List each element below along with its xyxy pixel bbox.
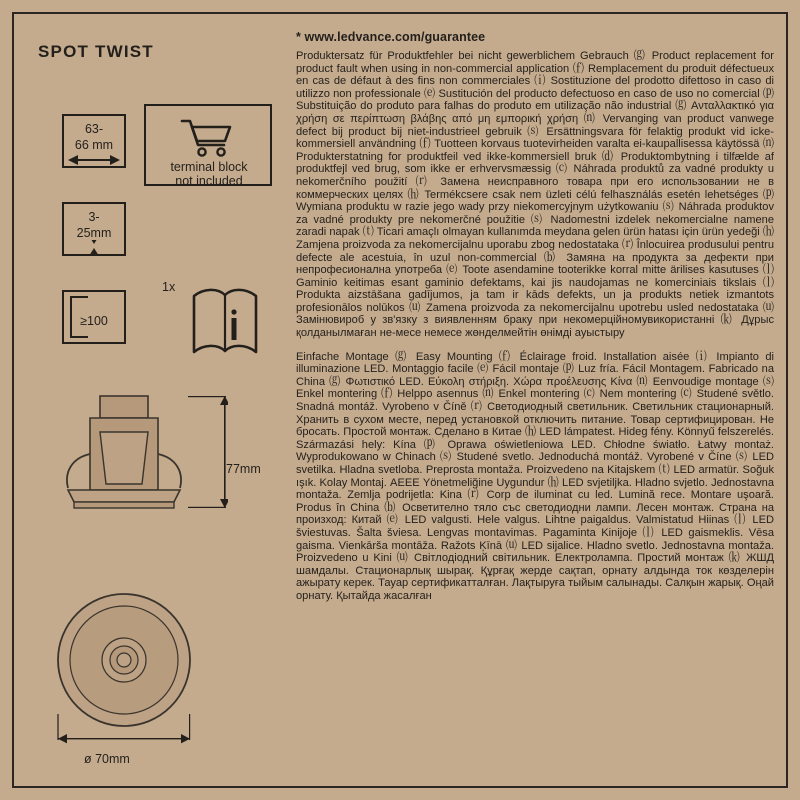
guarantee-url: * www.ledvance.com/guarantee — [296, 30, 486, 44]
shopping-cart-icon — [180, 118, 236, 158]
terminal-block-note — [150, 160, 268, 188]
depth-bracket-icon — [62, 290, 126, 344]
product-bottom-view-drawing — [48, 588, 224, 748]
terminal-block-note-line1: terminal block — [170, 160, 248, 174]
cutout-diameter-label-line1: 63- — [84, 122, 104, 136]
product-side-view-drawing — [38, 392, 228, 567]
thickness-arrows-icon — [76, 240, 112, 256]
diameter-dimension-label: ø 70mm — [84, 752, 130, 766]
product-features-text: Einfache Montage ⒢ Easy Mounting ⒡ Éclairage froid. Installation aisée ⒤ Impianto di illuminazione LED. Montaggio facile ⒠ Fácil montaje ⒫ Luz fría. Fácil Montagem. Fabricado na China ⒢ Φωτιστικό LED. Εύκολη στήριξη. Χώρα προέλευσης Κίνα ⒩ Eenvoudige montage ⒮ Enkel montering ⒡ Helppo asennus ⒩ Enkel montering ⒞ Nem montering ⒞ Studené světlo. Snadná montáž. Vyrobeno v Číně ⒭ Светодиодный светильник. Светильник стационарный. Хранить в сухом месте, перед установкой отключить питание. Товар сертифицирован. Не бросать. Простой монтаж. Сделано в Китае ⒣ LED lámpatest. Hideg fény. Könnyű felszerelés. Származási hely: Kína ⒫ Oprawa oświetleniowa LED. Chłodne światło. Łatwy montaż. Wyprodukowano w Chinach ⒮ Studené svetlo. Jednoduchá montáž. Vyrobené v Číne ⒮ LED svetilka. Hladna svetloba. Preprosta montaža. Proizvedeno na Kitajskem ⒯ LED armatür. Soğuk ışık. Kolay Montaj. ΑΕΕΕ Yönetmeliğine Uygundur ⒣ LED svjetiljka. Hladno svjetlo. Jednostavna montaža. Zemlja podrijetla: Kina ⒭ Corp de iluminat cu led. Lumină rece. Montare uşoară. Produs în China ⒝ Осветително тяло със светодиодни лампи. Лесен монтаж. Страна на произход: Китай ⒠ LED valgusti. Hele valgus. Lihtne paigaldus. Valmistatud Hiinas ⒧ LED šviestuvas. Šalta šviesa. Lengvas montavimas. Pagaminta Kinijoje ⒧ LED gaismeklis. Vēsa gaisma. Vienkārša montāža. Ražots Ķīnā ⒰ LED sijalice. Hladno svetlo. Jednostavna montaža. Proizvedeno u Kini ⒰ Світлодіодний світильник. Електролампа. Простий монтаж ⒦ ЖШД шамдалы. Стационарлық шырақ. Құрғақ жерде сақтап, орнату алдында ток көзделерін ажырату керек. Тауар сертификатталған. Лақтыруға тыйым салынады. Салқын жарық. Оңай орнату. Қытайда жасалған — [296, 350, 774, 602]
terminal-block-note-line2: not included — [175, 174, 243, 188]
height-dimension-label: 77mm — [226, 462, 261, 476]
left-column — [22, 22, 282, 766]
replacement-policy-text: Produktersatz für Produktfehler bei nicht gewerblichem Gebrauch ⒢ Product replacement for product fault when using in non-commercial application ⒡ Remplacement du produit défectueux en cas de défaut à des fins non commerciales ⒤ Sostituzione del prodotto difettoso in caso di utilizzo non professionale ⒠ Sustitución del producto defectuoso en caso de uso no comercial ⒫ Substituição do produto para falhas do produto em utilização não industrial ⒢ Ανταλλακτικό για χρήση σε περίπτωση βλάβης από μη εμπορική χρήση ⒩ Vervanging van product vanwege defect bij product bij niet-industrieel gebruik ⒮ Ersättningsvara för felaktig produkt vid icke-kommersiell användning ⒡ Tuotteen korvaus tuotevirheiden varalta ei-kaupallisessa käytössä ⒩ Produkterstatning for produktfeil ved ikke-kommersiell bruk ⒟ Produktombytning i tilfælde af produktfejl ved brug, som ikke er erhvervsmæssig ⒞ Náhrada produktů za vadné produkty u nekomerčního použití ⒭ Замена неисправного товара при его использовании не в коммерческих целях ⒣ Termékcsere csak nem üzleti célú felhasználás esetén lehetséges ⒫ Wymiana produktu w razie jego wady przy niekomercyjnym użytkowaniu ⒮ Náhrada produktov za vadné produkty pre nekomerčné použitie ⒮ Nadomestni izdelek nekomercialne namene zaradi napak ⒯ Ticari amaçlı olmayan kullanımda meydana gelen ürün hatası için ürün yedeği ⒣ Zamjena proizvoda za nekomercijalnu uporabu zbog nedostataka ⒭ Înlocuirea produsului pentru defecte ale acestuia, în uzul non-commercial ⒝ Замяна на продукта за дефекти при непрофесионална употреба ⒠ Toote asendamine tooterikke korral mitte ärilises kasutuses ⒧ Gaminio keitimas esant gaminio defektams, kai jis naudojamas ne komerciniais tikslais ⒧ Produkta aizstāšana gadījumos, ja tam ir kāds defekts, un ja produkts netiek izmantots profesionālos nolūkos ⒰ Zamena proizvoda za nekomercijalnu upotrebu usled nedostataka ⒰ Замінювироб у зв'язку з виявленням браку при некомерційномувикористанні ⒦ Дұрыс қолданылмаған не-месе немесе жөнделмейтін өнімді ауыстыру — [296, 50, 774, 340]
cutout-diameter-label-line2: 66 mm — [74, 138, 114, 152]
ceiling-thickness-label-line2: 25mm — [76, 226, 112, 240]
page-title: SPOT TWIST — [38, 42, 154, 61]
ceiling-thickness-label-line1: 3- — [88, 210, 100, 224]
instruction-booklet-icon — [190, 286, 260, 364]
installation-depth-label: ≥100 — [80, 314, 108, 328]
cutout-arrows-icon — [62, 152, 126, 168]
booklet-quantity-label: 1x — [162, 280, 176, 294]
right-column — [296, 30, 774, 770]
